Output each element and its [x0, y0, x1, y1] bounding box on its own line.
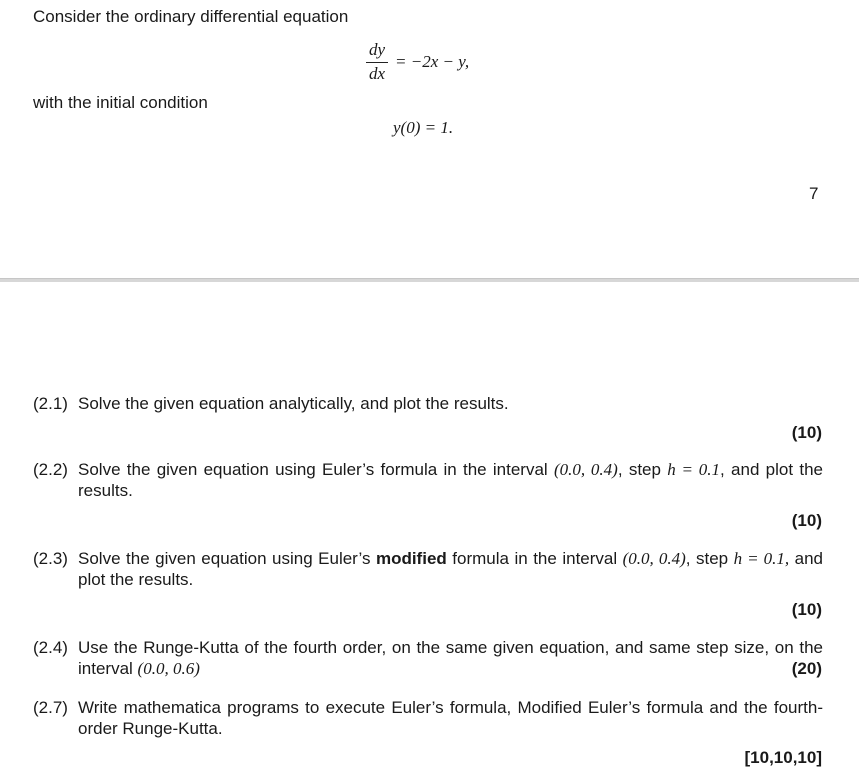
ode-numerator: dy — [368, 40, 386, 59]
step-math: h = 0.1, — [733, 549, 790, 568]
question-points: (10) — [791, 511, 822, 530]
step-math: h = 0.1 — [667, 460, 721, 479]
question-number: (2.1) — [33, 394, 68, 413]
question-points: [10,10,10] — [744, 748, 822, 767]
page-divider — [0, 278, 859, 282]
question-number: (2.3) — [33, 549, 68, 568]
fraction-bar — [366, 62, 388, 63]
question-2-1 — [33, 393, 823, 414]
question-text-part: formula in the interval — [446, 549, 623, 568]
emphasis-text: modified — [375, 549, 447, 568]
interval-math: (0.0, 0.6) — [137, 659, 200, 678]
question-points: (20) — [791, 659, 822, 678]
question-number: (2.2) — [33, 460, 68, 479]
question-text: Write mathematica programs to execute Euler’s formula, Modified Euler’s formula and the fourth-order Runge-Kutta. — [78, 698, 823, 738]
question-2-3 — [33, 548, 823, 590]
question-text — [78, 637, 823, 679]
question-text-part: , and plot the results. — [78, 460, 823, 500]
question-points: (10) — [791, 600, 822, 619]
ode-rhs: = −2x − y, — [395, 52, 470, 71]
intro-text: Consider the ordinary differential equation — [33, 7, 349, 26]
initial-condition-text: with the initial condition — [33, 93, 208, 112]
question-2-7 — [33, 697, 823, 739]
question-text-part: , step — [685, 549, 734, 568]
ode-denominator: dx — [368, 64, 386, 83]
question-text-part: Solve the given equation using Euler’s formula in the interval — [78, 460, 554, 479]
question-text-part: Solve the given equation using Euler’s — [78, 549, 376, 568]
question-number: (2.4) — [33, 638, 68, 657]
question-text-part: and plot the results. — [78, 549, 824, 589]
question-number: (2.7) — [33, 698, 68, 717]
question-text-part: , step — [617, 460, 668, 479]
question-text — [78, 548, 823, 590]
page-number: 7 — [809, 184, 819, 203]
initial-condition-equation: y(0) = 1. — [393, 118, 454, 137]
question-2-4 — [33, 637, 823, 679]
question-text: Solve the given equation analytically, and plot the results. — [78, 394, 509, 413]
interval-math: (0.0, 0.4) — [622, 549, 686, 568]
question-points: (10) — [791, 423, 822, 442]
question-text-part: Use the Runge-Kutta of the fourth order, on the same given equation, and same step size, on the interval — [78, 638, 823, 678]
ode-fraction — [366, 40, 388, 84]
question-2-2 — [33, 459, 823, 501]
question-text — [78, 459, 823, 501]
interval-math: (0.0, 0.4) — [553, 460, 618, 479]
